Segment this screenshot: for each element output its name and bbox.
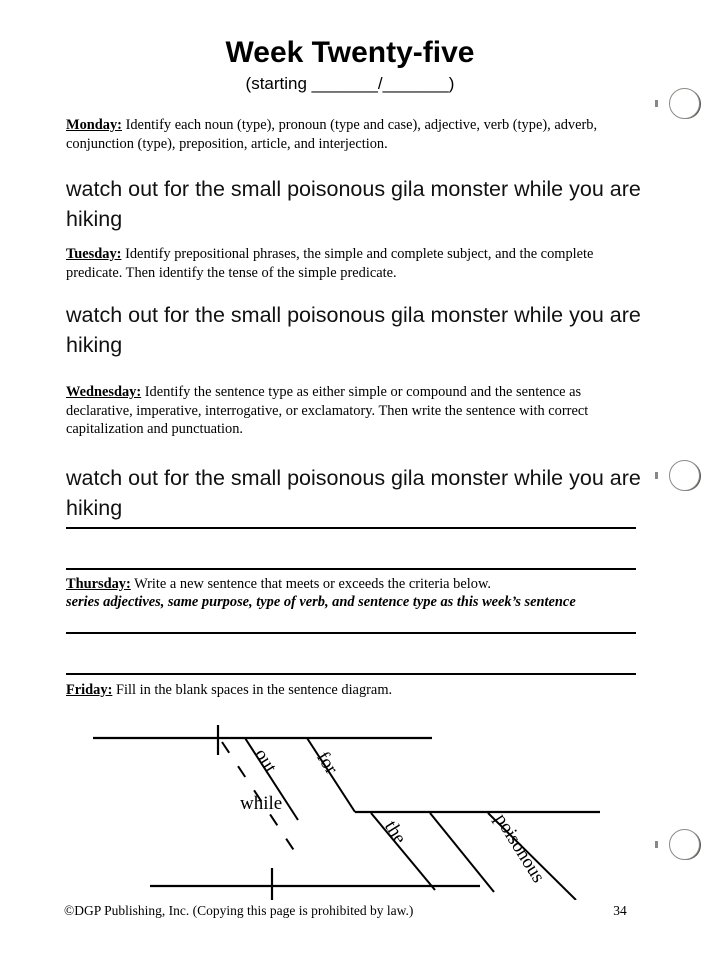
- tuesday-label: Tuesday:: [66, 246, 122, 262]
- hole-punch-tick-icon: [655, 472, 658, 479]
- page-title: Week Twenty-five: [225, 36, 475, 69]
- tuesday-sentence: watch out for the small poisonous gila monster while you are hiking: [66, 303, 641, 357]
- thursday-criteria: series adjectives, same purpose, type of verb, and sentence type as this week’s sentence: [66, 594, 576, 610]
- wednesday-instructions: [66, 383, 636, 439]
- sentence-diagram-lines: [0, 700, 722, 900]
- diagram-label-poisonous: poisonous: [490, 810, 549, 887]
- diagram-slant-blank: [430, 813, 494, 892]
- tuesday-instructions: [66, 245, 636, 282]
- thursday-instructions: [66, 575, 636, 594]
- friday-label: Friday:: [66, 682, 113, 698]
- friday-instructions: [66, 681, 636, 700]
- diagram-label-for: for: [312, 748, 342, 778]
- wednesday-sentence: watch out for the small poisonous gila monster while you are hiking: [66, 466, 641, 520]
- monday-sentence: watch out for the small poisonous gila monster while you are hiking: [66, 177, 641, 231]
- hole-punch-middle: [667, 459, 707, 493]
- monday-label: Monday:: [66, 117, 122, 133]
- monday-instruction-text: Identify each noun (type), pronoun (type and case), adjective, verb (type), adverb, conjunction (type), preposition, article, and interjection.: [66, 117, 598, 152]
- thursday-label: Thursday:: [66, 576, 131, 592]
- answer-line-wednesday-2[interactable]: [66, 568, 636, 570]
- footer-page-number: 34: [613, 903, 627, 918]
- footer-copyright: ©DGP Publishing, Inc. (Copying this page is prohibited by law.): [64, 903, 414, 918]
- wednesday-instruction-text: Identify the sentence type as either simple or compound and the sentence as declarative, imperative, interrogative, or exclamatory. Then write the sentence with correct capitalization and punctuation.: [66, 384, 589, 437]
- thursday-instruction-text: Write a new sentence that meets or exceeds the criteria below.: [130, 576, 492, 592]
- answer-line-thursday-1[interactable]: [66, 632, 636, 634]
- answer-line-thursday-2[interactable]: [66, 673, 636, 675]
- friday-instruction-text: Fill in the blank spaces in the sentence diagram.: [112, 682, 393, 698]
- monday-instructions: [66, 116, 636, 153]
- hole-punch-opening: [669, 460, 700, 491]
- answer-line-wednesday-1[interactable]: [66, 527, 636, 529]
- wednesday-label: Wednesday:: [66, 384, 142, 400]
- diagram-label-the: the: [380, 817, 411, 848]
- sentence-diagram: [0, 700, 722, 900]
- diagram-label-out: out: [250, 745, 281, 777]
- tuesday-instruction-text: Identify prepositional phrases, the simple and complete subject, and the complete predicate. Then identify the tense of the simple predicate.: [66, 246, 594, 281]
- hole-punch-tick-icon: [655, 100, 658, 107]
- diagram-label-while: while: [240, 793, 283, 814]
- page-subtitle-date-blank: (starting _______/_______): [245, 74, 455, 93]
